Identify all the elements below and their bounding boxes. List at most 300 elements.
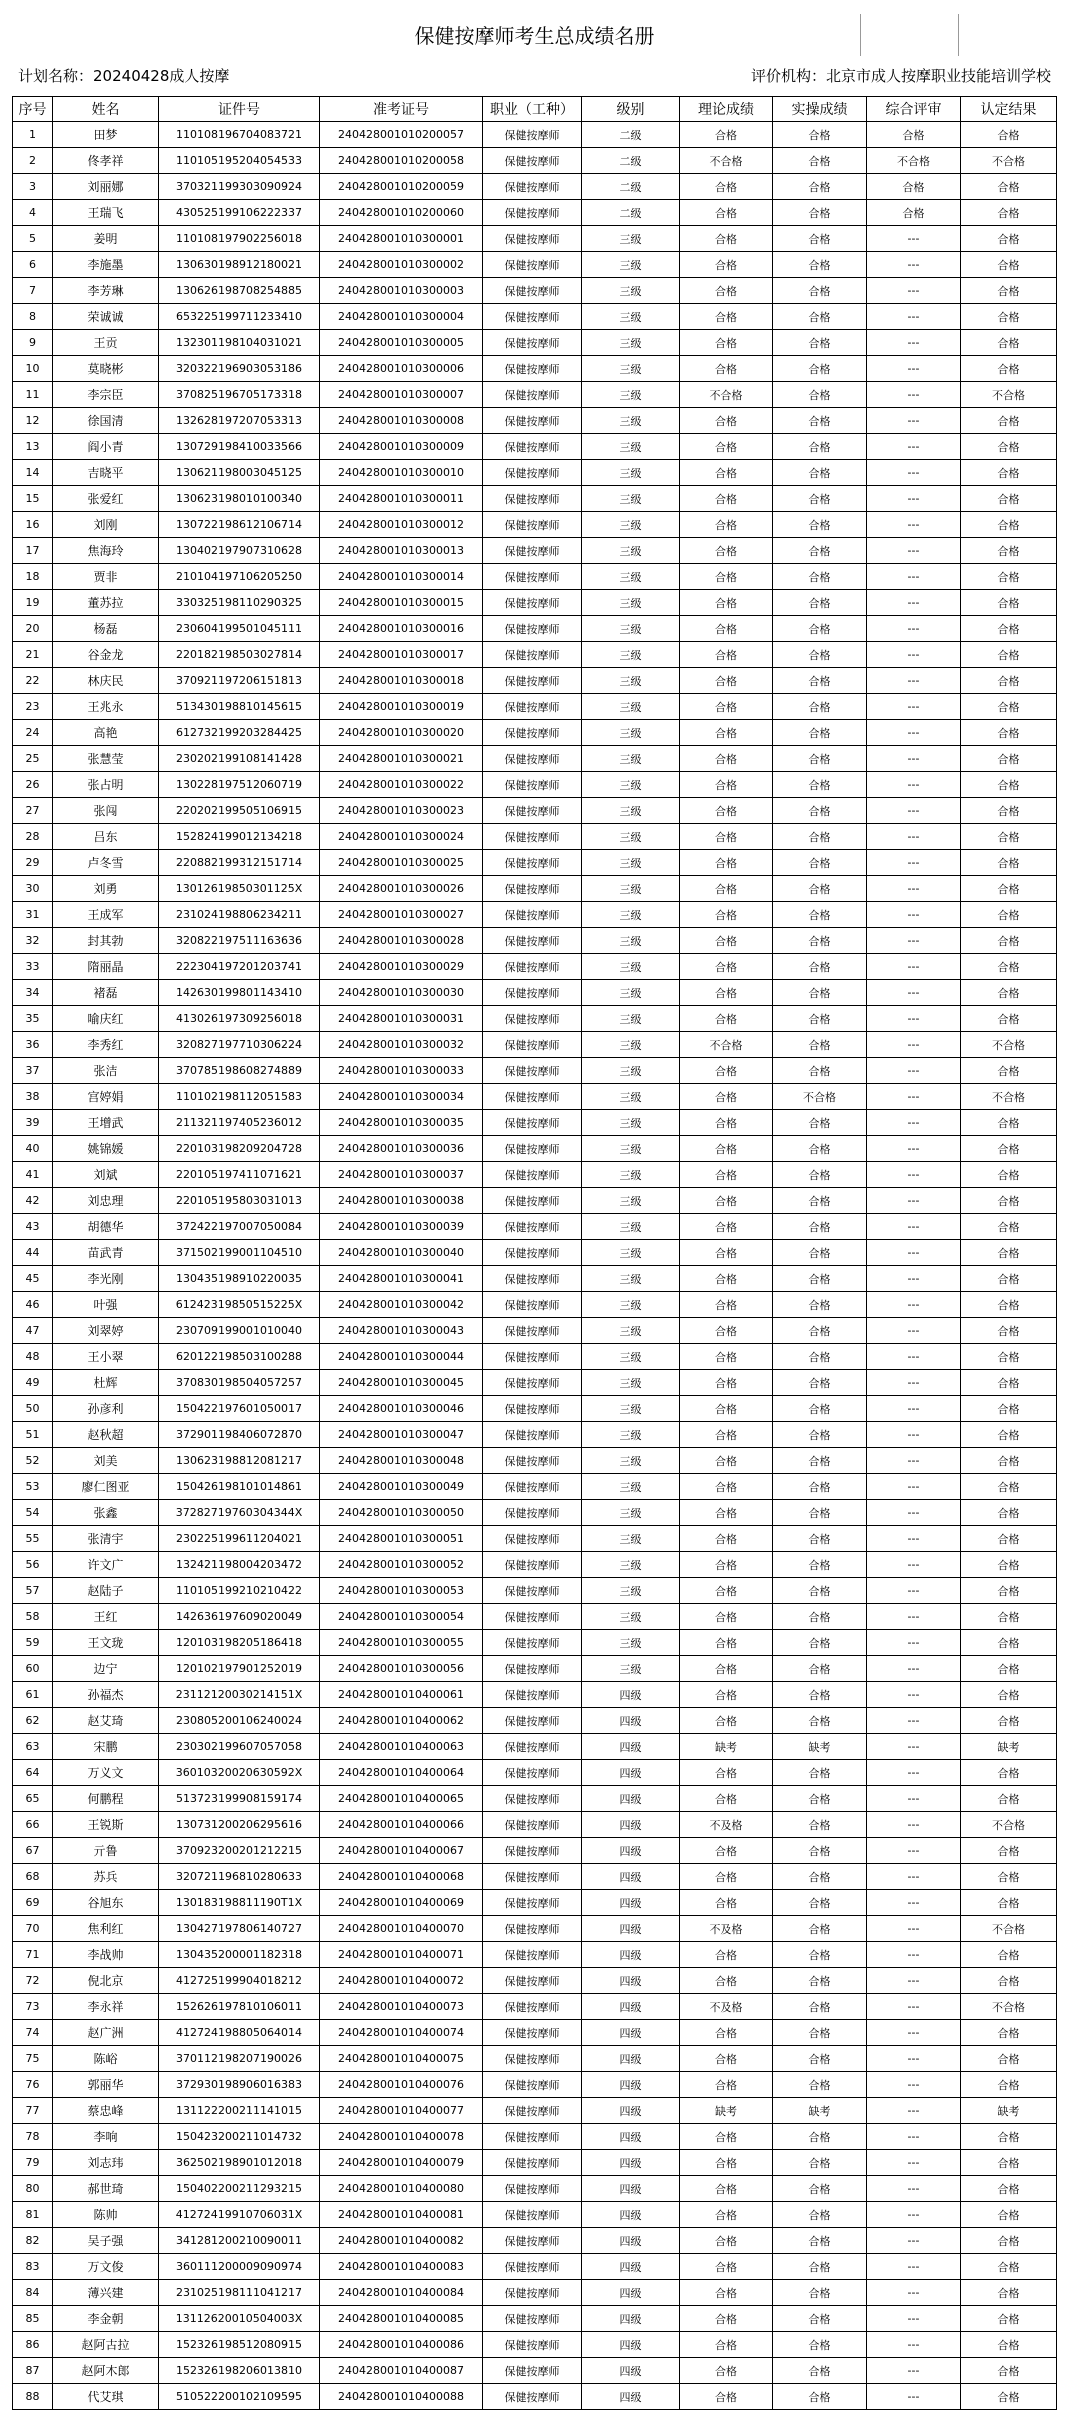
col-id-number-cell: 372422197007050084 xyxy=(159,1214,320,1240)
col-review-cell: --- xyxy=(867,1682,961,1708)
col-result-cell: 缺考 xyxy=(961,2098,1057,2124)
col-level-cell: 四级 xyxy=(582,1760,680,1786)
col-exam-number-cell: 240428001010200059 xyxy=(320,174,483,200)
col-review-cell: --- xyxy=(867,772,961,798)
col-index-cell: 41 xyxy=(13,1162,53,1188)
col-name-cell: 赵艾琦 xyxy=(53,1708,159,1734)
col-occupation-cell: 保健按摩师 xyxy=(483,1942,582,1968)
col-occupation-cell: 保健按摩师 xyxy=(483,1214,582,1240)
col-name-cell: 徐国清 xyxy=(53,408,159,434)
col-review-cell: --- xyxy=(867,642,961,668)
col-theory-score-cell: 缺考 xyxy=(680,1734,773,1760)
col-theory-score-cell: 合格 xyxy=(680,772,773,798)
col-review-cell: --- xyxy=(867,746,961,772)
col-index-cell: 71 xyxy=(13,1942,53,1968)
col-name-cell: 佟孝祥 xyxy=(53,148,159,174)
col-id-number-cell: 152824199012134218 xyxy=(159,824,320,850)
col-occupation-cell: 保健按摩师 xyxy=(483,1760,582,1786)
col-exam-number-cell: 240428001010300003 xyxy=(320,278,483,304)
col-practical-score-cell: 合格 xyxy=(773,1006,867,1032)
col-exam-number-cell: 240428001010400085 xyxy=(320,2306,483,2332)
col-id-number-cell: 370830198504057257 xyxy=(159,1370,320,1396)
col-name-cell: 张慧莹 xyxy=(53,746,159,772)
col-name-cell: 王瑞飞 xyxy=(53,200,159,226)
col-id-number-cell: 510522200102109595 xyxy=(159,2384,320,2410)
col-practical-score-cell: 合格 xyxy=(773,1682,867,1708)
col-review-cell: --- xyxy=(867,1084,961,1110)
table-row xyxy=(13,226,1057,252)
col-id-number-cell: 412725199904018212 xyxy=(159,1968,320,1994)
col-name-cell: 张闯 xyxy=(53,798,159,824)
col-review-cell: --- xyxy=(867,2332,961,2358)
col-review-cell: --- xyxy=(867,1760,961,1786)
col-theory-score-cell: 合格 xyxy=(680,2332,773,2358)
col-index-cell: 85 xyxy=(13,2306,53,2332)
col-exam-number-cell: 240428001010300054 xyxy=(320,1604,483,1630)
col-index-cell: 58 xyxy=(13,1604,53,1630)
col-index-cell: 40 xyxy=(13,1136,53,1162)
col-name-cell: 苗武青 xyxy=(53,1240,159,1266)
table-row xyxy=(13,902,1057,928)
col-result-cell: 合格 xyxy=(961,590,1057,616)
col-name-cell: 宋鹏 xyxy=(53,1734,159,1760)
col-practical-score-cell: 缺考 xyxy=(773,1734,867,1760)
col-level-cell: 四级 xyxy=(582,1812,680,1838)
col-practical-score-cell: 合格 xyxy=(773,928,867,954)
col-practical-score-cell: 合格 xyxy=(773,1994,867,2020)
col-id-number-cell: 231025198111041217 xyxy=(159,2280,320,2306)
col-name-cell: 谷旭东 xyxy=(53,1890,159,1916)
col-level-cell: 三级 xyxy=(582,1240,680,1266)
col-result-cell: 合格 xyxy=(961,1214,1057,1240)
col-index-cell: 88 xyxy=(13,2384,53,2410)
table-row xyxy=(13,850,1057,876)
col-theory-score-cell: 合格 xyxy=(680,928,773,954)
col-result-cell: 合格 xyxy=(961,1786,1057,1812)
col-id-number-cell: 230202199108141428 xyxy=(159,746,320,772)
header-col-practical-score: 实操成绩 xyxy=(773,97,867,122)
col-review-cell: --- xyxy=(867,226,961,252)
col-id-number-cell: 220105195803031013 xyxy=(159,1188,320,1214)
table-body xyxy=(13,122,1057,2410)
col-level-cell: 三级 xyxy=(582,824,680,850)
col-occupation-cell: 保健按摩师 xyxy=(483,1968,582,1994)
table-row xyxy=(13,1552,1057,1578)
col-id-number-cell: 150423200211014732 xyxy=(159,2124,320,2150)
col-id-number-cell: 370923200201212215 xyxy=(159,1838,320,1864)
col-id-number-cell: 230225199611204021 xyxy=(159,1526,320,1552)
col-review-cell: --- xyxy=(867,278,961,304)
col-index-cell: 1 xyxy=(13,122,53,148)
col-practical-score-cell: 合格 xyxy=(773,1292,867,1318)
col-exam-number-cell: 240428001010400064 xyxy=(320,1760,483,1786)
col-level-cell: 三级 xyxy=(582,512,680,538)
col-level-cell: 三级 xyxy=(582,408,680,434)
col-id-number-cell: 150422197601050017 xyxy=(159,1396,320,1422)
col-practical-score-cell: 不合格 xyxy=(773,1084,867,1110)
table-row xyxy=(13,1136,1057,1162)
col-id-number-cell: 220202199505106915 xyxy=(159,798,320,824)
col-level-cell: 三级 xyxy=(582,1604,680,1630)
col-exam-number-cell: 240428001010300044 xyxy=(320,1344,483,1370)
col-result-cell: 合格 xyxy=(961,1864,1057,1890)
header-col-name: 姓名 xyxy=(53,97,159,122)
col-theory-score-cell: 合格 xyxy=(680,2176,773,2202)
col-theory-score-cell: 合格 xyxy=(680,2046,773,2072)
col-name-cell: 王文珑 xyxy=(53,1630,159,1656)
col-practical-score-cell: 合格 xyxy=(773,408,867,434)
col-occupation-cell: 保健按摩师 xyxy=(483,2046,582,2072)
col-theory-score-cell: 合格 xyxy=(680,1422,773,1448)
table-row xyxy=(13,538,1057,564)
col-practical-score-cell: 合格 xyxy=(773,850,867,876)
col-result-cell: 合格 xyxy=(961,642,1057,668)
col-exam-number-cell: 240428001010300022 xyxy=(320,772,483,798)
col-result-cell: 合格 xyxy=(961,356,1057,382)
col-result-cell: 合格 xyxy=(961,1110,1057,1136)
col-practical-score-cell: 合格 xyxy=(773,2046,867,2072)
col-index-cell: 87 xyxy=(13,2358,53,2384)
col-level-cell: 三级 xyxy=(582,1136,680,1162)
col-occupation-cell: 保健按摩师 xyxy=(483,486,582,512)
col-practical-score-cell: 合格 xyxy=(773,2150,867,2176)
score-table xyxy=(12,96,1057,2410)
col-name-cell: 赵秋超 xyxy=(53,1422,159,1448)
col-result-cell: 合格 xyxy=(961,2202,1057,2228)
col-index-cell: 12 xyxy=(13,408,53,434)
col-result-cell: 合格 xyxy=(961,694,1057,720)
col-result-cell: 合格 xyxy=(961,1682,1057,1708)
col-review-cell: --- xyxy=(867,824,961,850)
table-row xyxy=(13,1812,1057,1838)
table-row xyxy=(13,2202,1057,2228)
col-practical-score-cell: 合格 xyxy=(773,590,867,616)
col-exam-number-cell: 240428001010300052 xyxy=(320,1552,483,1578)
col-review-cell: --- xyxy=(867,1032,961,1058)
col-occupation-cell: 保健按摩师 xyxy=(483,148,582,174)
col-index-cell: 46 xyxy=(13,1292,53,1318)
table-row xyxy=(13,1240,1057,1266)
col-occupation-cell: 保健按摩师 xyxy=(483,1240,582,1266)
col-result-cell: 不合格 xyxy=(961,1032,1057,1058)
col-index-cell: 81 xyxy=(13,2202,53,2228)
col-id-number-cell: 220882199312151714 xyxy=(159,850,320,876)
col-practical-score-cell: 合格 xyxy=(773,2254,867,2280)
col-exam-number-cell: 240428001010400077 xyxy=(320,2098,483,2124)
col-level-cell: 三级 xyxy=(582,1214,680,1240)
col-practical-score-cell: 合格 xyxy=(773,746,867,772)
col-result-cell: 合格 xyxy=(961,1474,1057,1500)
col-index-cell: 47 xyxy=(13,1318,53,1344)
col-result-cell: 合格 xyxy=(961,1708,1057,1734)
col-exam-number-cell: 240428001010300031 xyxy=(320,1006,483,1032)
header-col-occupation: 职业（工种） xyxy=(483,97,582,122)
col-occupation-cell: 保健按摩师 xyxy=(483,1006,582,1032)
col-occupation-cell: 保健按摩师 xyxy=(483,1708,582,1734)
col-exam-number-cell: 240428001010300007 xyxy=(320,382,483,408)
col-level-cell: 四级 xyxy=(582,2280,680,2306)
col-result-cell: 不合格 xyxy=(961,1812,1057,1838)
col-review-cell: --- xyxy=(867,694,961,720)
col-occupation-cell: 保健按摩师 xyxy=(483,2384,582,2410)
table-row xyxy=(13,1786,1057,1812)
col-result-cell: 合格 xyxy=(961,1448,1057,1474)
col-result-cell: 合格 xyxy=(961,1240,1057,1266)
col-result-cell: 合格 xyxy=(961,1370,1057,1396)
col-result-cell: 合格 xyxy=(961,2150,1057,2176)
col-id-number-cell: 220105197411071621 xyxy=(159,1162,320,1188)
col-result-cell: 合格 xyxy=(961,668,1057,694)
col-review-cell: --- xyxy=(867,590,961,616)
col-result-cell: 合格 xyxy=(961,2280,1057,2306)
col-id-number-cell: 150402200211293215 xyxy=(159,2176,320,2202)
col-exam-number-cell: 240428001010300009 xyxy=(320,434,483,460)
col-index-cell: 15 xyxy=(13,486,53,512)
col-practical-score-cell: 合格 xyxy=(773,200,867,226)
col-review-cell: --- xyxy=(867,1162,961,1188)
col-id-number-cell: 130183198811190T1X xyxy=(159,1890,320,1916)
col-name-cell: 阎小青 xyxy=(53,434,159,460)
col-index-cell: 68 xyxy=(13,1864,53,1890)
col-id-number-cell: 130621198003045125 xyxy=(159,460,320,486)
col-practical-score-cell: 合格 xyxy=(773,954,867,980)
col-theory-score-cell: 合格 xyxy=(680,2150,773,2176)
col-exam-number-cell: 240428001010300021 xyxy=(320,746,483,772)
col-occupation-cell: 保健按摩师 xyxy=(483,1136,582,1162)
col-theory-score-cell: 合格 xyxy=(680,1162,773,1188)
col-practical-score-cell: 合格 xyxy=(773,824,867,850)
col-exam-number-cell: 240428001010300030 xyxy=(320,980,483,1006)
col-review-cell: --- xyxy=(867,2098,961,2124)
col-level-cell: 三级 xyxy=(582,356,680,382)
col-result-cell: 合格 xyxy=(961,1578,1057,1604)
col-name-cell: 褚磊 xyxy=(53,980,159,1006)
col-practical-score-cell: 合格 xyxy=(773,798,867,824)
col-practical-score-cell: 合格 xyxy=(773,278,867,304)
col-level-cell: 四级 xyxy=(582,2124,680,2150)
sheet-gridline xyxy=(958,14,959,56)
col-name-cell: 刘斌 xyxy=(53,1162,159,1188)
col-index-cell: 51 xyxy=(13,1422,53,1448)
col-index-cell: 10 xyxy=(13,356,53,382)
col-level-cell: 三级 xyxy=(582,1266,680,1292)
col-exam-number-cell: 240428001010300002 xyxy=(320,252,483,278)
col-occupation-cell: 保健按摩师 xyxy=(483,928,582,954)
col-occupation-cell: 保健按摩师 xyxy=(483,512,582,538)
col-level-cell: 三级 xyxy=(582,1422,680,1448)
col-theory-score-cell: 合格 xyxy=(680,798,773,824)
col-id-number-cell: 110108196704083721 xyxy=(159,122,320,148)
table-row xyxy=(13,1266,1057,1292)
col-id-number-cell: 130623198010100340 xyxy=(159,486,320,512)
col-theory-score-cell: 合格 xyxy=(680,1838,773,1864)
col-exam-number-cell: 240428001010400080 xyxy=(320,2176,483,2202)
col-practical-score-cell: 合格 xyxy=(773,1630,867,1656)
col-practical-score-cell: 合格 xyxy=(773,330,867,356)
col-id-number-cell: 120102197901252019 xyxy=(159,1656,320,1682)
col-id-number-cell: 412724198805064014 xyxy=(159,2020,320,2046)
col-result-cell: 合格 xyxy=(961,304,1057,330)
col-occupation-cell: 保健按摩师 xyxy=(483,1474,582,1500)
col-theory-score-cell: 合格 xyxy=(680,408,773,434)
table-row xyxy=(13,668,1057,694)
col-practical-score-cell: 合格 xyxy=(773,720,867,746)
col-id-number-cell: 130435200001182318 xyxy=(159,1942,320,1968)
col-index-cell: 37 xyxy=(13,1058,53,1084)
col-occupation-cell: 保健按摩师 xyxy=(483,382,582,408)
col-index-cell: 4 xyxy=(13,200,53,226)
col-theory-score-cell: 合格 xyxy=(680,1214,773,1240)
col-exam-number-cell: 240428001010400072 xyxy=(320,1968,483,1994)
col-id-number-cell: 220182198503027814 xyxy=(159,642,320,668)
col-id-number-cell: 23112120030214151X xyxy=(159,1682,320,1708)
col-exam-number-cell: 240428001010300037 xyxy=(320,1162,483,1188)
col-id-number-cell: 130228197512060719 xyxy=(159,772,320,798)
col-index-cell: 31 xyxy=(13,902,53,928)
col-id-number-cell: 130722198612106714 xyxy=(159,512,320,538)
col-review-cell: --- xyxy=(867,1318,961,1344)
col-occupation-cell: 保健按摩师 xyxy=(483,1552,582,1578)
col-review-cell: --- xyxy=(867,2358,961,2384)
col-name-cell: 郝世琦 xyxy=(53,2176,159,2202)
col-id-number-cell: 370112198207190026 xyxy=(159,2046,320,2072)
col-id-number-cell: 220103198209204728 xyxy=(159,1136,320,1162)
table-row xyxy=(13,1006,1057,1032)
col-review-cell: --- xyxy=(867,486,961,512)
col-index-cell: 62 xyxy=(13,1708,53,1734)
col-exam-number-cell: 240428001010300043 xyxy=(320,1318,483,1344)
col-result-cell: 合格 xyxy=(961,2020,1057,2046)
col-exam-number-cell: 240428001010300015 xyxy=(320,590,483,616)
col-level-cell: 四级 xyxy=(582,2202,680,2228)
col-exam-number-cell: 240428001010400073 xyxy=(320,1994,483,2020)
table-row xyxy=(13,876,1057,902)
col-review-cell: --- xyxy=(867,668,961,694)
col-occupation-cell: 保健按摩师 xyxy=(483,772,582,798)
table-row xyxy=(13,1448,1057,1474)
col-review-cell: --- xyxy=(867,850,961,876)
col-review-cell: --- xyxy=(867,538,961,564)
col-occupation-cell: 保健按摩师 xyxy=(483,2098,582,2124)
col-exam-number-cell: 240428001010300023 xyxy=(320,798,483,824)
col-result-cell: 合格 xyxy=(961,1188,1057,1214)
table-row xyxy=(13,1214,1057,1240)
col-level-cell: 四级 xyxy=(582,1838,680,1864)
col-result-cell: 不合格 xyxy=(961,148,1057,174)
col-theory-score-cell: 合格 xyxy=(680,954,773,980)
col-name-cell: 亓鲁 xyxy=(53,1838,159,1864)
col-name-cell: 张鑫 xyxy=(53,1500,159,1526)
col-theory-score-cell: 合格 xyxy=(680,512,773,538)
col-exam-number-cell: 240428001010300036 xyxy=(320,1136,483,1162)
col-level-cell: 三级 xyxy=(582,1032,680,1058)
col-level-cell: 四级 xyxy=(582,1708,680,1734)
col-review-cell: --- xyxy=(867,1604,961,1630)
header-col-exam-number: 准考证号 xyxy=(320,97,483,122)
header-col-level: 级别 xyxy=(582,97,680,122)
col-review-cell: --- xyxy=(867,1344,961,1370)
col-exam-number-cell: 240428001010400088 xyxy=(320,2384,483,2410)
col-exam-number-cell: 240428001010400075 xyxy=(320,2046,483,2072)
col-name-cell: 姚锦媛 xyxy=(53,1136,159,1162)
col-review-cell: --- xyxy=(867,1526,961,1552)
col-practical-score-cell: 合格 xyxy=(773,1136,867,1162)
col-review-cell: --- xyxy=(867,434,961,460)
org-label: 评价机构： xyxy=(750,67,826,85)
col-exam-number-cell: 240428001010300056 xyxy=(320,1656,483,1682)
col-level-cell: 三级 xyxy=(582,1578,680,1604)
table-row xyxy=(13,200,1057,226)
col-review-cell: --- xyxy=(867,2254,961,2280)
col-occupation-cell: 保健按摩师 xyxy=(483,564,582,590)
sheet-gridline xyxy=(860,14,861,56)
table-row xyxy=(13,1682,1057,1708)
table-row xyxy=(13,798,1057,824)
table-row xyxy=(13,642,1057,668)
col-id-number-cell: 130435198910220035 xyxy=(159,1266,320,1292)
col-level-cell: 四级 xyxy=(582,2020,680,2046)
col-result-cell: 合格 xyxy=(961,980,1057,1006)
table-row xyxy=(13,2046,1057,2072)
col-index-cell: 54 xyxy=(13,1500,53,1526)
col-review-cell: --- xyxy=(867,2384,961,2410)
col-level-cell: 二级 xyxy=(582,122,680,148)
col-theory-score-cell: 合格 xyxy=(680,2202,773,2228)
col-occupation-cell: 保健按摩师 xyxy=(483,2072,582,2098)
col-review-cell: --- xyxy=(867,616,961,642)
col-id-number-cell: 370785198608274889 xyxy=(159,1058,320,1084)
col-theory-score-cell: 合格 xyxy=(680,1396,773,1422)
col-practical-score-cell: 合格 xyxy=(773,304,867,330)
col-practical-score-cell: 合格 xyxy=(773,2332,867,2358)
col-result-cell: 合格 xyxy=(961,1526,1057,1552)
col-index-cell: 2 xyxy=(13,148,53,174)
table-row xyxy=(13,980,1057,1006)
col-theory-score-cell: 合格 xyxy=(680,1006,773,1032)
col-id-number-cell: 142636197609020049 xyxy=(159,1604,320,1630)
col-level-cell: 四级 xyxy=(582,2098,680,2124)
col-practical-score-cell: 合格 xyxy=(773,1760,867,1786)
table-row xyxy=(13,1734,1057,1760)
col-level-cell: 二级 xyxy=(582,148,680,174)
col-name-cell: 李施墨 xyxy=(53,252,159,278)
col-theory-score-cell: 不合格 xyxy=(680,148,773,174)
col-practical-score-cell: 合格 xyxy=(773,2124,867,2150)
col-result-cell: 合格 xyxy=(961,2306,1057,2332)
col-level-cell: 四级 xyxy=(582,2150,680,2176)
col-level-cell: 三级 xyxy=(582,616,680,642)
col-exam-number-cell: 240428001010300048 xyxy=(320,1448,483,1474)
col-index-cell: 53 xyxy=(13,1474,53,1500)
col-theory-score-cell: 合格 xyxy=(680,1604,773,1630)
col-theory-score-cell: 合格 xyxy=(680,1370,773,1396)
col-result-cell: 合格 xyxy=(961,928,1057,954)
col-result-cell: 合格 xyxy=(961,512,1057,538)
col-practical-score-cell: 合格 xyxy=(773,1578,867,1604)
col-exam-number-cell: 240428001010400078 xyxy=(320,2124,483,2150)
col-name-cell: 李响 xyxy=(53,2124,159,2150)
col-level-cell: 三级 xyxy=(582,746,680,772)
col-id-number-cell: 37282719760304344X xyxy=(159,1500,320,1526)
col-theory-score-cell: 合格 xyxy=(680,2384,773,2410)
col-result-cell: 合格 xyxy=(961,824,1057,850)
col-index-cell: 5 xyxy=(13,226,53,252)
col-level-cell: 三级 xyxy=(582,252,680,278)
col-name-cell: 王锐斯 xyxy=(53,1812,159,1838)
col-result-cell: 合格 xyxy=(961,1500,1057,1526)
col-level-cell: 三级 xyxy=(582,850,680,876)
col-result-cell: 合格 xyxy=(961,2176,1057,2202)
